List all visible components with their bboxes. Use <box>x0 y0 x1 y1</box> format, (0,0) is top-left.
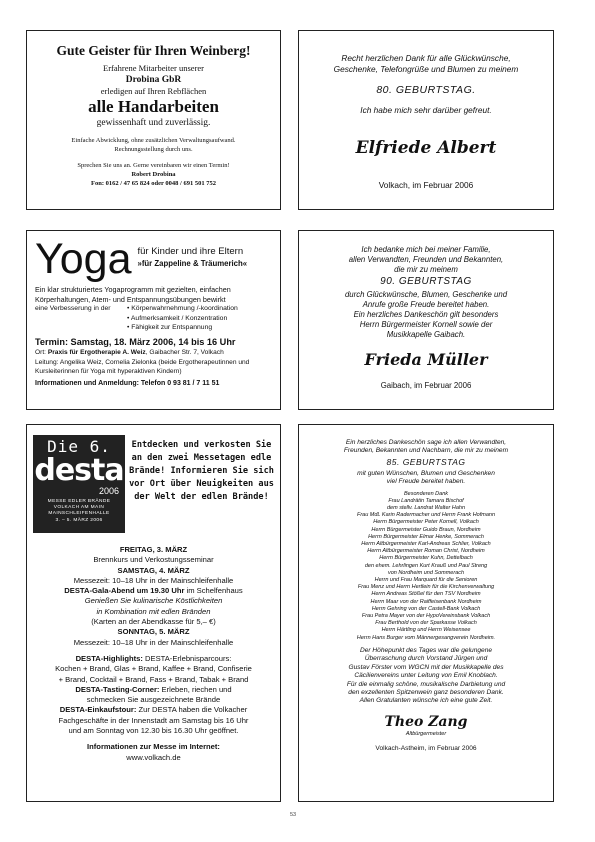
desta-ad <box>26 424 281 802</box>
weinberg-line1: Erfahrene Mitarbeiter unserer <box>103 63 204 73</box>
desta-top-row <box>33 435 274 533</box>
desta-web-url: www.volkach.de <box>126 752 181 762</box>
desta-highlights-title: DESTA-Highlights: <box>75 653 143 663</box>
yoga-ort-prefix: Ort: <box>35 348 48 356</box>
birthday-80-thanks2: Geschenke, Telefongrüße und Blumen zu meinem <box>333 64 519 74</box>
desta-logo-line: MESSE EDLER BRÄNDE <box>47 499 111 504</box>
weinberg-line3: gewissenhaft und zuverlässig. <box>96 118 211 128</box>
birthday-85-heading: 85. GEBURTSTAG <box>386 456 466 467</box>
birthday-85-line: mit guten Wünschen, Blumen und Geschenken <box>357 469 495 477</box>
birthday-90-signature: Frieda Müller <box>364 350 488 369</box>
thanks-list-item: Herrn Hans Burger vom Männergesangverein Nordheim. <box>356 634 496 641</box>
thanks-list-item: Frau Petra Mayer von der HypoVereinsbank Volkach <box>361 613 491 620</box>
desta-gala-time: um 19.30 Uhr <box>134 586 185 596</box>
thanks-list-item: Herrn Andreas Stößel für den TSV Nordheim <box>371 591 481 598</box>
desta-fri-date: FREITAG, 3. MÄRZ <box>119 545 188 554</box>
yoga-audience: für Kinder und ihre Eltern <box>137 246 244 257</box>
weinberg-desc2: Rechnungsstellung durch uns. <box>114 146 193 153</box>
thanks-list-item: Herrn Härtling und Herrn Weisensee <box>381 627 471 634</box>
desta-tasting-title: DESTA-Tasting-Corner: <box>75 684 160 694</box>
thanks-list-item: Herrn Maar von der Raiffeisenbank Nordheim <box>370 598 482 605</box>
thanks-list-item: Frau Landrätin Tamara Bischof <box>388 497 464 504</box>
yoga-header <box>35 237 272 281</box>
desta-gala <box>33 586 274 596</box>
birthday-85-line: Ein herzliches Dankeschön sage ich allen Verwandten, <box>345 439 507 446</box>
thanks-list-item: Herrn Bürgermeister Peter Kornell, Volkach <box>373 519 479 526</box>
desta-fri-text: Brennkurs und Verkostungsseminar <box>93 555 214 565</box>
birthday-90-heading: 90. GEBURTSTAG <box>380 276 472 287</box>
birthday-90-line: durch Glückwünsche, Blumen, Geschenke und <box>344 290 508 299</box>
desta-highlights-line: Kochen + Brand, Glas + Brand, Kaffee + Brand, Confiserie <box>55 664 252 674</box>
desta-tasting-line: schmecken Sie ausgezeichnete Brände <box>86 695 221 705</box>
birthday-90-line: Anrufe große Freude bereitet haben. <box>362 300 490 309</box>
desta-gala-title: DESTA-Gala-Abend <box>64 586 135 596</box>
desta-logo <box>33 435 125 533</box>
weinberg-headline: alle Handarbeiten <box>88 97 219 116</box>
weinberg-company: Drobina GbR <box>125 75 182 85</box>
yoga-termin: Termin: Samstag, 18. März 2006, 14 bis 16 Uhr <box>35 336 236 347</box>
yoga-subtitle: »für Zappeline & Träumerich« <box>137 259 248 268</box>
birthday-90-line: Ein herzliches Dankeschön gilt besonders <box>353 310 499 319</box>
desta-highlights-line: + Brand, Cocktail + Brand, Fass + Brand, Tabak + Brand <box>58 674 249 684</box>
yoga-title: Yoga <box>35 235 132 283</box>
desta-gala-line: (Karten an der Abendkasse für 5,– €) <box>91 617 216 627</box>
birthday-90-ad <box>298 230 554 410</box>
yoga-ort-rest: , Gaibacher Str. 7, Volkach <box>145 348 224 356</box>
thanks-list-item: Herrn Altbürgermeister Karl-Andreas Schlier, Volkach <box>361 541 491 548</box>
thanks-list-item: den ehem. Lehrlingen Kurt Krauß und Paul Streng <box>364 562 488 569</box>
birthday-80-thanks1: Recht herzlichen Dank für alle Glückwünsche, <box>341 53 511 63</box>
desta-slogan: Entdecken und verkosten Sie an den zwei Messetagen edle Brände! Informieren Sie sich vor Ort über Neuigkeiten aus der Welt der edlen Brände! <box>129 440 274 502</box>
weinberg-contact-line: Sprechen Sie uns an. Gerne vereinbaren wir einen Termin! <box>77 162 230 169</box>
yoga-lead: eine Verbesserung in der <box>35 305 111 312</box>
weinberg-ad <box>26 30 281 210</box>
birthday-90-line: Ich bedanke mich bei meiner Familie, <box>361 245 491 254</box>
birthday-90-place-date: Gaibach, im Februar 2006 <box>380 381 472 390</box>
yoga-info: Informationen und Anmeldung: Telefon 0 93 81 / 7 11 51 <box>35 379 220 387</box>
weinberg-line2: erledigen auf Ihren Rebflächen <box>100 86 207 96</box>
thanks-list-item: Herrn Bürgermeister Guido Braun, Nordheim <box>371 526 481 533</box>
birthday-85-para: den exzellenten Spitzenwein ganz besonderen Dank. <box>348 688 504 696</box>
birthday-80-place-date: Volkach, im Februar 2006 <box>378 180 474 190</box>
yoga-side-text <box>131 237 247 269</box>
thanks-list-item: Besonderen Dank <box>403 490 449 497</box>
birthday-90-line: die mir zu meinem <box>394 265 458 274</box>
desta-logo-line: MAINSCHLEIFENHALLE <box>48 511 110 517</box>
desta-tasting <box>33 685 274 695</box>
desta-gala-line: Genießen Sie kulinarische Köstlichkeiten <box>84 596 223 606</box>
desta-logo-line: 3. – 5. MÄRZ 2006 <box>55 517 103 523</box>
desta-highlights-text: DESTA-Erlebnisparcours: <box>142 653 232 663</box>
thanks-list-item: Herrn und Frau Marquard für die Senioren <box>374 577 478 584</box>
birthday-85-line: viel Freude bereitet haben. <box>386 478 466 486</box>
yoga-ort <box>35 349 272 358</box>
desta-shopping-title: DESTA-Einkaufstour: <box>59 705 137 715</box>
birthday-85-thanks-list <box>305 491 547 642</box>
thanks-list-item: Frau MdL Karin Radermacher und Herrn Frank Hofmann <box>356 512 496 519</box>
thanks-list-item: Herrn Gehring von der Castell-Bank Volkach <box>371 605 481 612</box>
page-number: 53 <box>290 812 297 818</box>
birthday-85-ad <box>298 424 554 802</box>
birthday-90-line: Herrn Bürgermeister Kornell sowie der <box>359 320 493 329</box>
birthday-85-role: Altbürgermeister <box>405 730 447 737</box>
desta-shopping-line: Fachgeschäfte in der Innenstadt am Samstag bis 16 Uhr <box>58 715 249 725</box>
birthday-80-heading: 80. GEBURTSTAG. <box>376 84 476 96</box>
desta-program <box>33 545 274 763</box>
birthday-85-para: Allen Gratulanten wünsche ich eine gute Zeit. <box>359 697 493 705</box>
birthday-85-line: Freunden, Bekannten und Nachbarn, die mir zu meinem <box>343 447 509 455</box>
yoga-bullet: • Körperwahrnehmung /-koordination <box>127 305 238 312</box>
yoga-paragraph: Ein klar strukturiertes Yogaprogramm mit gezielten, einfachen Körperhaltungen, Atem- und Entspannungsübungen bewirkt <box>35 285 231 304</box>
thanks-list-item: Frau Berthold von der Sparkasse Volkach <box>375 620 477 627</box>
desta-highlights <box>33 654 274 664</box>
yoga-ort-name: Praxis für Ergotherapie A. Weiz <box>47 348 146 356</box>
birthday-85-para: Gustav Förster vom WGCN mit der Musikkapelle des <box>348 663 504 671</box>
birthday-85-para: Der Höhepunkt des Tages war die gelungene <box>359 646 493 654</box>
desta-gala-rest: im Schelfenhaus <box>184 586 243 596</box>
desta-logo-die: Die 6. <box>47 437 111 456</box>
weinberg-title: Gute Geister für Ihren Weinberg! <box>56 43 251 58</box>
birthday-85-signature: Theo Zang <box>384 713 468 730</box>
birthday-80-joy: Ich habe mich sehr darüber gefreut. <box>360 105 492 115</box>
thanks-list-item: Frau Menz und Herrn Hertlein für die Kirchenverwaltung <box>357 584 495 591</box>
birthday-85-para: Überraschung durch Vorstand Jürgen und <box>364 655 488 663</box>
desta-sat-date: SAMSTAG, 4. MÄRZ <box>117 565 190 575</box>
weinberg-desc1: Einfache Abwicklung, ohne zusätzlichen Verwaltungsaufwand. <box>71 137 236 144</box>
birthday-80-signature: Elfriede Albert <box>355 138 497 158</box>
birthday-85-para: Für die einmalig schöne, musikalische Darbietung und <box>346 680 506 688</box>
weinberg-phone: Fon: 0162 / 47 65 824 oder 0048 / 691 501 752 <box>90 180 216 187</box>
thanks-list-item: von Nordheim und Sommerach <box>387 569 465 576</box>
thanks-list-item: dem stellv. Landrat Walter Hahn <box>386 505 466 512</box>
desta-logo-word: desta <box>34 453 124 488</box>
yoga-ad <box>26 230 281 410</box>
birthday-80-ad <box>298 30 554 210</box>
desta-gala-line: in Kombination mit edlen Bränden <box>96 606 211 616</box>
thanks-list-item: Herrn Altbürgermeister Roman Christ, Nordheim <box>367 548 485 555</box>
birthday-90-line: allen Verwandten, Freunden und Bekannten, <box>348 255 504 264</box>
desta-sat-text: Messezeit: 10–18 Uhr in der Mainschleifenhalle <box>73 575 234 585</box>
desta-shopping-text: Zur DESTA haben die Volkacher <box>136 705 248 715</box>
desta-logo-line: VOLKACH AM MAIN <box>53 505 105 511</box>
desta-logo-year: 2006 <box>98 486 119 496</box>
yoga-leitung: Leitung: Angelika Weiz, Cornelia Zielonka (beide Ergotherapeutinnen und Kursleiterinnen für Yoga mit hyperaktiven Kindern) <box>35 359 250 376</box>
yoga-bullet-row <box>35 304 272 314</box>
thanks-list-item: Herrn Bürgermeister Elmar Henke, Sommerach <box>368 533 484 540</box>
birthday-90-line: Musikkapelle Gaibach. <box>386 330 466 339</box>
birthday-85-para: Cäcilienvereins unter Leitung von Emil Knoblach. <box>354 672 498 680</box>
desta-tasting-text: Erleben, riechen und <box>159 684 232 694</box>
desta-shopping-line: und am Sonntag von 12.30 bis 16.30 Uhr geöffnet. <box>68 726 239 736</box>
desta-web-title: Informationen zur Messe im Internet: <box>87 742 220 752</box>
birthday-85-place-date: Volkach-Astheim, im Februar 2006 <box>375 744 477 752</box>
thanks-list-item: Herrn Bürgermeister Kuhn, Dettelbach <box>379 555 473 562</box>
yoga-bullet: • Fähigkeit zur Entspannung <box>127 324 213 331</box>
yoga-bullet: • Aufmerksamkeit / Konzentration <box>127 314 228 322</box>
desta-sun-date: SONNTAG, 5. MÄRZ <box>117 627 190 637</box>
desta-sun-text: Messezeit: 10–18 Uhr in der Mainschleifenhalle <box>73 637 234 647</box>
desta-shopping <box>33 705 274 715</box>
weinberg-contact-name: Robert Drobina <box>131 171 176 178</box>
